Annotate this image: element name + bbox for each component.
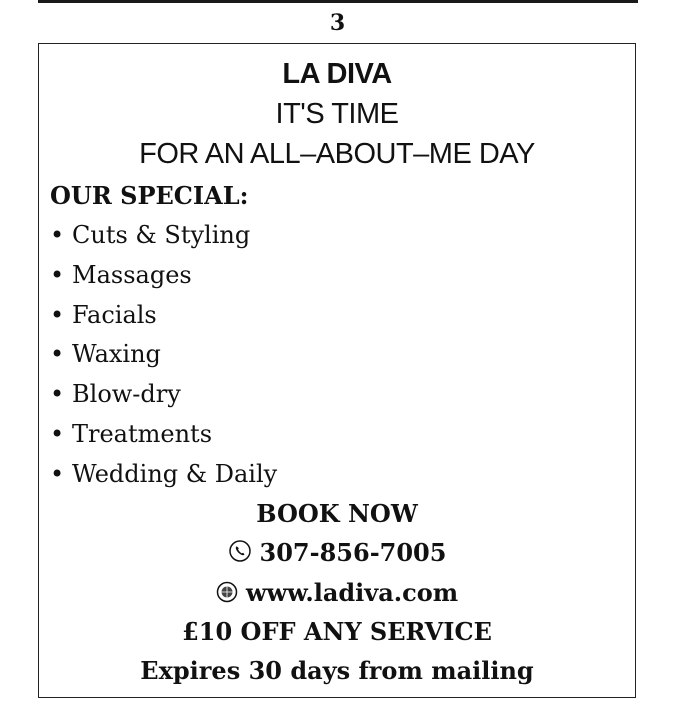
bullet-icon: • [50, 260, 65, 289]
tagline-line-1: IT'S TIME [275, 98, 399, 130]
expiry-text: Expires 30 days from mailing [140, 656, 534, 685]
service-label: Waxing [72, 340, 161, 369]
service-list [50, 220, 277, 499]
service-label: Wedding & Daily [72, 459, 278, 488]
service-label: Cuts & Styling [72, 221, 251, 249]
brand-name: LA DIVA [282, 58, 392, 90]
service-label: Treatments [72, 419, 213, 448]
advertisement-box [38, 43, 636, 698]
service-item [50, 459, 277, 499]
service-item [50, 220, 277, 260]
service-item [50, 339, 277, 379]
service-item [50, 379, 277, 419]
page-number: 3 [329, 10, 346, 36]
service-item [50, 260, 277, 300]
service-label: Blow-dry [72, 380, 181, 409]
service-item [50, 419, 277, 459]
bullet-icon: • [50, 340, 65, 369]
bullet-icon: • [50, 380, 65, 409]
offer-text: £10 OFF ANY SERVICE [182, 617, 492, 646]
service-label: Facials [72, 300, 157, 329]
phone-line [39, 538, 635, 569]
top-rule [38, 0, 638, 3]
special-heading: OUR SPECIAL: [50, 181, 249, 210]
bullet-icon: • [50, 221, 65, 249]
tagline-line-2: FOR AN ALL–ABOUT–ME DAY [139, 138, 535, 170]
service-item [50, 300, 277, 340]
website-link[interactable]: www.ladiva.com [245, 578, 459, 607]
bullet-icon: • [50, 300, 65, 329]
bullet-icon: • [50, 459, 65, 488]
globe-icon [216, 580, 238, 609]
bullet-icon: • [50, 419, 65, 448]
service-label: Massages [72, 260, 192, 289]
phone-number[interactable]: 307-856-7005 [259, 538, 447, 567]
book-now-heading: BOOK NOW [256, 499, 418, 528]
website-line [39, 578, 635, 609]
phone-icon [228, 539, 252, 569]
